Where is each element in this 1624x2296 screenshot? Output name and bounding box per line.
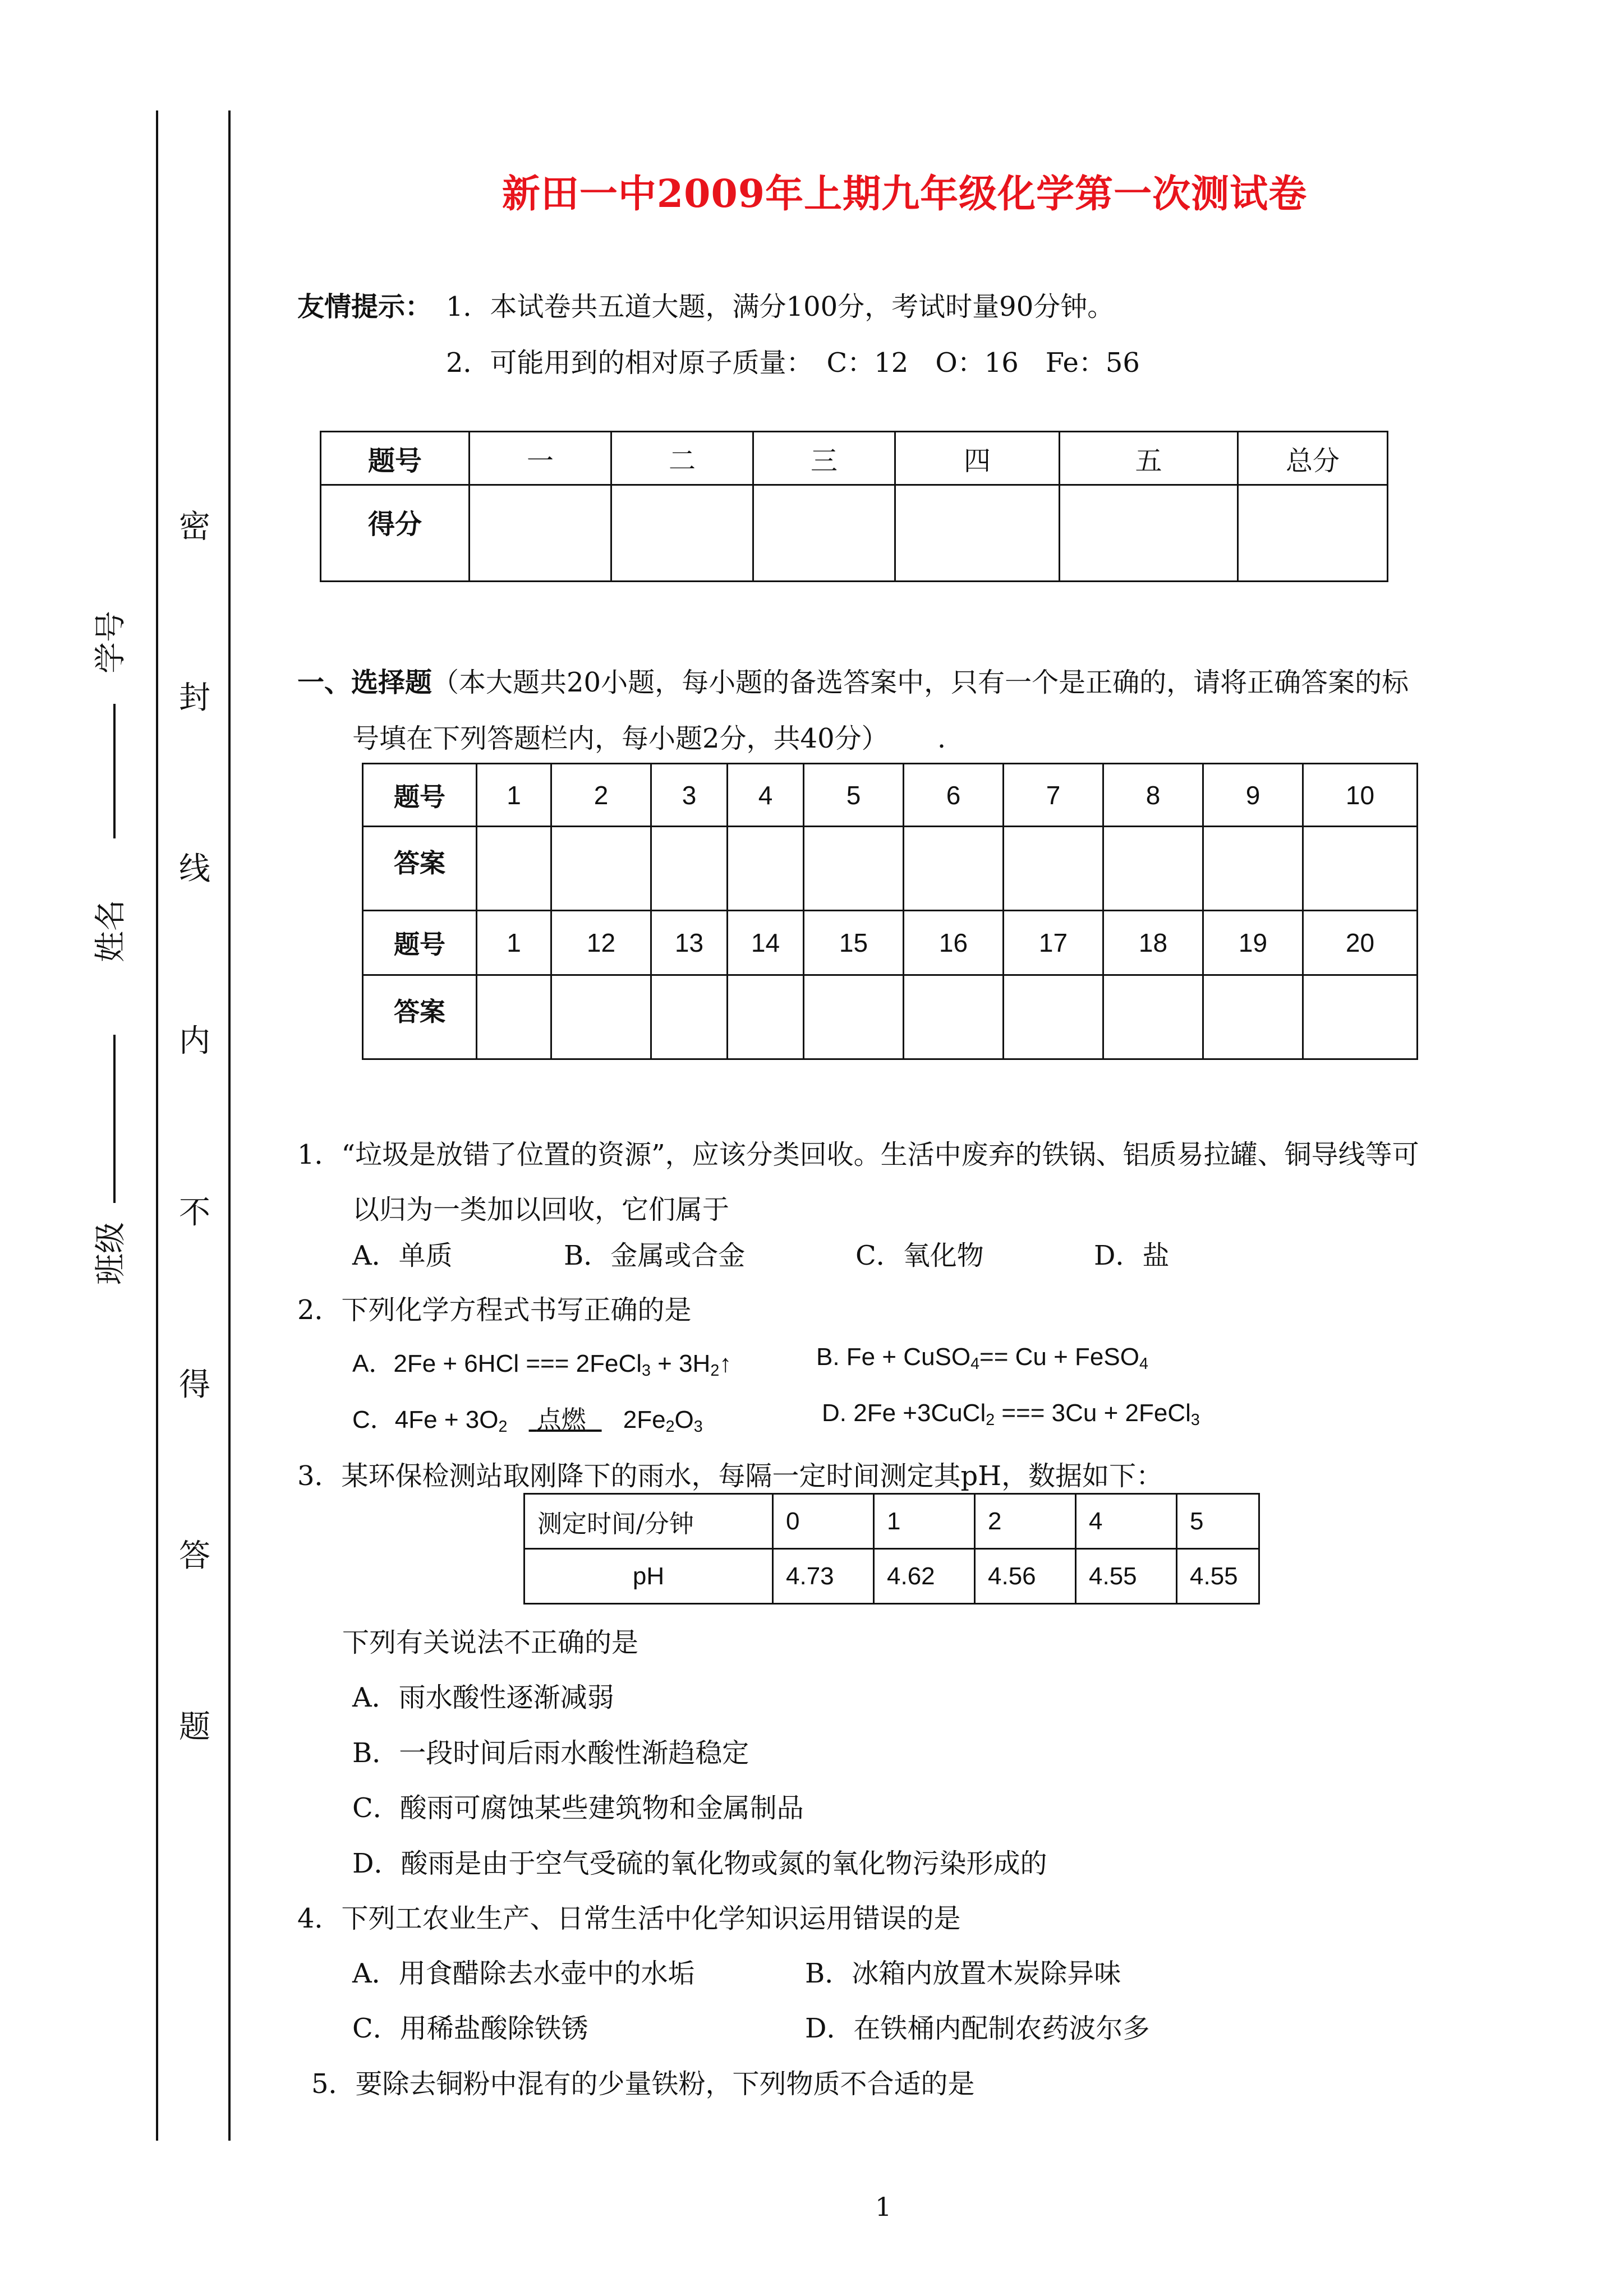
- q2-stem: 2．下列化学方程式书写正确的是: [297, 1294, 692, 1326]
- ph-table-cell: 4: [1076, 1494, 1177, 1549]
- q1-option-b: B．金属或合金: [564, 1240, 746, 1271]
- answer-cell[interactable]: [904, 827, 1004, 911]
- answer-no-cell: 13: [651, 911, 728, 975]
- answer-no-cell: 5: [804, 764, 904, 827]
- subscript: 3: [642, 1362, 651, 1380]
- answer-no-cell: 9: [1203, 764, 1303, 827]
- answer-no-cell: 7: [1004, 764, 1103, 827]
- answer-no-cell: 6: [904, 764, 1004, 827]
- seal-char: 线: [179, 851, 210, 887]
- answer-cell[interactable]: [804, 975, 904, 1059]
- answer-cell[interactable]: [1103, 975, 1203, 1059]
- answer-no-cell: 19: [1203, 911, 1303, 975]
- subscript: 2: [710, 1362, 720, 1380]
- answer-label-ans: 答案: [363, 827, 477, 911]
- answer-cell[interactable]: [1303, 827, 1418, 911]
- score-cell[interactable]: [1060, 485, 1238, 582]
- ph-table-cell: 0: [773, 1494, 874, 1549]
- score-cell[interactable]: [753, 485, 895, 582]
- ph-table-cell: 1: [874, 1494, 975, 1549]
- subscript: 3: [693, 1418, 703, 1436]
- q2-d-text: D. 2Fe +3CuCl: [822, 1399, 986, 1427]
- q4-option-b: B．冰箱内放置木炭除异味: [805, 1958, 1121, 1989]
- score-header-cell: 二: [611, 432, 753, 485]
- subscript: 3: [1190, 1411, 1200, 1430]
- answer-no-cell: 10: [1303, 764, 1418, 827]
- q3-option-c: C．酸雨可腐蚀某些建筑物和金属制品: [352, 1792, 804, 1824]
- name-label: 姓名: [93, 900, 129, 962]
- answer-cell[interactable]: [477, 827, 551, 911]
- score-cell[interactable]: [611, 485, 753, 582]
- q2-b-text: B. Fe + CuSO: [816, 1343, 971, 1371]
- ph-table-cell: 2: [975, 1494, 1076, 1549]
- seal-char: 内: [179, 1023, 210, 1059]
- ph-table-header: 测定时间/分钟: [525, 1494, 773, 1549]
- answer-cell[interactable]: [551, 975, 651, 1059]
- notes-line-1: 1．本试卷共五道大题，满分100分，考试时量90分钟。: [446, 291, 1115, 322]
- ph-table-cell: 4.62: [874, 1549, 975, 1604]
- answer-cell[interactable]: [728, 827, 804, 911]
- answer-label-no: 题号: [363, 911, 477, 975]
- q1-option-d: D．盐: [1094, 1240, 1170, 1271]
- q1-option-c: C．氧化物: [855, 1240, 984, 1271]
- section1-desc2: 号填在下列答题栏内，每小题2分，共40分） .: [352, 723, 946, 754]
- q2-c-text: C．4Fe + 3O: [352, 1406, 499, 1433]
- ph-table-cell: 4.56: [975, 1549, 1076, 1604]
- q2-option-c: [352, 1399, 703, 1436]
- answer-no-cell: 4: [728, 764, 804, 827]
- answer-no-cell: 16: [904, 911, 1004, 975]
- ph-table-cell: 4.73: [773, 1549, 874, 1604]
- q1-stem-1: 1．“垃圾是放错了位置的资源”，应该分类回收。生活中废弃的铁锅、铝质易拉罐、铜导线等可: [297, 1139, 1419, 1170]
- answer-no-cell: 14: [728, 911, 804, 975]
- seal-char: 答: [179, 1538, 210, 1574]
- student-no-line: [113, 704, 116, 838]
- answer-no-cell: 17: [1004, 911, 1103, 975]
- q3-option-d: D．酸雨是由于空气受硫的氧化物或氮的氧化物污染形成的: [352, 1848, 1047, 1879]
- page-title: 新田一中2009年上期九年级化学第一次测试卷: [502, 172, 1308, 216]
- answer-no-cell: 8: [1103, 764, 1203, 827]
- answer-no-cell: 15: [804, 911, 904, 975]
- q1-option-a: A．单质: [352, 1240, 453, 1271]
- q2-option-d: [822, 1399, 1200, 1430]
- score-table: [320, 431, 1388, 582]
- seal-char: 封: [179, 680, 210, 716]
- margin-line-right: [228, 110, 231, 2141]
- q4-stem: 4．下列工农业生产、日常生活中化学知识运用错误的是: [297, 1903, 961, 1934]
- q2-c-text: 2Fe: [623, 1406, 666, 1433]
- answer-no-cell: 18: [1103, 911, 1203, 975]
- answer-cell[interactable]: [804, 827, 904, 911]
- answer-no-cell: 1: [477, 764, 551, 827]
- class-label: 班级: [93, 1222, 129, 1285]
- q4-option-a: A．用食醋除去水壶中的水垢: [352, 1958, 695, 1989]
- q2-c-text: O: [674, 1406, 694, 1433]
- seal-char: 题: [179, 1709, 210, 1745]
- q3-option-a: A．雨水酸性逐渐减弱: [352, 1682, 614, 1713]
- answer-cell[interactable]: [1203, 827, 1303, 911]
- subscript: 2: [986, 1411, 995, 1430]
- answer-cell[interactable]: [1004, 827, 1103, 911]
- answer-cell[interactable]: [651, 975, 728, 1059]
- name-line: [113, 1035, 116, 1203]
- answer-cell[interactable]: [1103, 827, 1203, 911]
- subscript: 2: [498, 1418, 508, 1436]
- subscript: 4: [970, 1355, 980, 1373]
- score-header-cell: 题号: [321, 432, 470, 485]
- answer-no-cell: 12: [551, 911, 651, 975]
- ph-table-header: pH: [525, 1549, 773, 1604]
- subscript: 2: [665, 1418, 675, 1436]
- q2-a-text: A．2Fe + 6HCl === 2FeCl: [352, 1350, 642, 1377]
- notes-heading-text: 友情提示：: [297, 291, 433, 322]
- section1-desc1: （本大题共20小题，每小题的备选答案中，只有一个是正确的，请将正确答案的标: [432, 667, 1409, 698]
- ph-table-cell: 4.55: [1076, 1549, 1177, 1604]
- score-cell[interactable]: [895, 485, 1060, 582]
- ph-table-cell: 5: [1177, 1494, 1259, 1549]
- score-header-cell: 四: [895, 432, 1060, 485]
- answer-label-no: 题号: [363, 764, 477, 827]
- q2-b-text: == Cu + FeSO: [979, 1343, 1139, 1371]
- q3-option-b: B．一段时间后雨水酸性渐趋稳定: [352, 1737, 749, 1769]
- score-header-cell: 总分: [1238, 432, 1388, 485]
- q4-option-d: D．在铁桶内配制农药波尔多: [805, 2013, 1150, 2044]
- answer-cell[interactable]: [1303, 975, 1418, 1059]
- answer-cell[interactable]: [477, 975, 551, 1059]
- notes-heading: [297, 285, 432, 324]
- q3-lead: 下列有关说法不正确的是: [342, 1627, 639, 1658]
- section1-heading: 一、选择题: [297, 667, 433, 698]
- page-number: 1: [875, 2192, 892, 2222]
- notes-line-2: 2．可能用到的相对原子质量： C：12 O：16 Fe：56: [446, 347, 1140, 379]
- q2-c-condition-text: 点燃: [536, 1405, 586, 1434]
- ph-table-cell: 4.55: [1177, 1549, 1259, 1604]
- q2-option-b: [816, 1343, 1148, 1373]
- q2-a-text: + 3H: [650, 1350, 711, 1377]
- score-cell[interactable]: [1238, 485, 1388, 582]
- score-row-label: 得分: [321, 485, 470, 582]
- q3-stem: 3．某环保检测站取刚降下的雨水，每隔一定时间测定其pH，数据如下：: [297, 1460, 1163, 1492]
- q2-d-text: === 3Cu + 2FeCl: [995, 1399, 1191, 1427]
- q4-option-c: C．用稀盐酸除铁锈: [352, 2013, 588, 2044]
- answer-cell[interactable]: [1203, 975, 1303, 1059]
- q2-a-arrow: ↑: [719, 1350, 732, 1377]
- seal-char: 得: [179, 1367, 210, 1403]
- q2-option-a: [352, 1343, 732, 1380]
- student-no-label: 学号: [93, 611, 129, 674]
- subscript: 4: [1139, 1355, 1148, 1373]
- margin-line-left: [156, 110, 158, 2141]
- answer-cell[interactable]: [728, 975, 804, 1059]
- answer-no-cell: 2: [551, 764, 651, 827]
- ph-table: [523, 1493, 1260, 1605]
- answer-no-cell: 3: [651, 764, 728, 827]
- answer-cell[interactable]: [551, 827, 651, 911]
- answer-no-cell: 1: [477, 911, 551, 975]
- q2-c-condition: [514, 1405, 617, 1434]
- answer-label-ans: 答案: [363, 975, 477, 1059]
- q1-stem-2: 以归为一类加以回收，它们属于: [352, 1194, 730, 1225]
- score-cell[interactable]: [470, 485, 611, 582]
- score-header-cell: 三: [753, 432, 895, 485]
- answer-cell[interactable]: [1004, 975, 1103, 1059]
- seal-char: 密: [179, 509, 210, 545]
- seal-char: 不: [179, 1195, 210, 1231]
- answer-table: [362, 763, 1418, 1060]
- section1-line1: [297, 661, 1409, 699]
- score-header-cell: 五: [1060, 432, 1238, 485]
- answer-cell[interactable]: [904, 975, 1004, 1059]
- q5-stem: 5．要除去铜粉中混有的少量铁粉，下列物质不合适的是: [311, 2068, 975, 2100]
- answer-cell[interactable]: [651, 827, 728, 911]
- answer-no-cell: 20: [1303, 911, 1418, 975]
- score-header-cell: 一: [470, 432, 611, 485]
